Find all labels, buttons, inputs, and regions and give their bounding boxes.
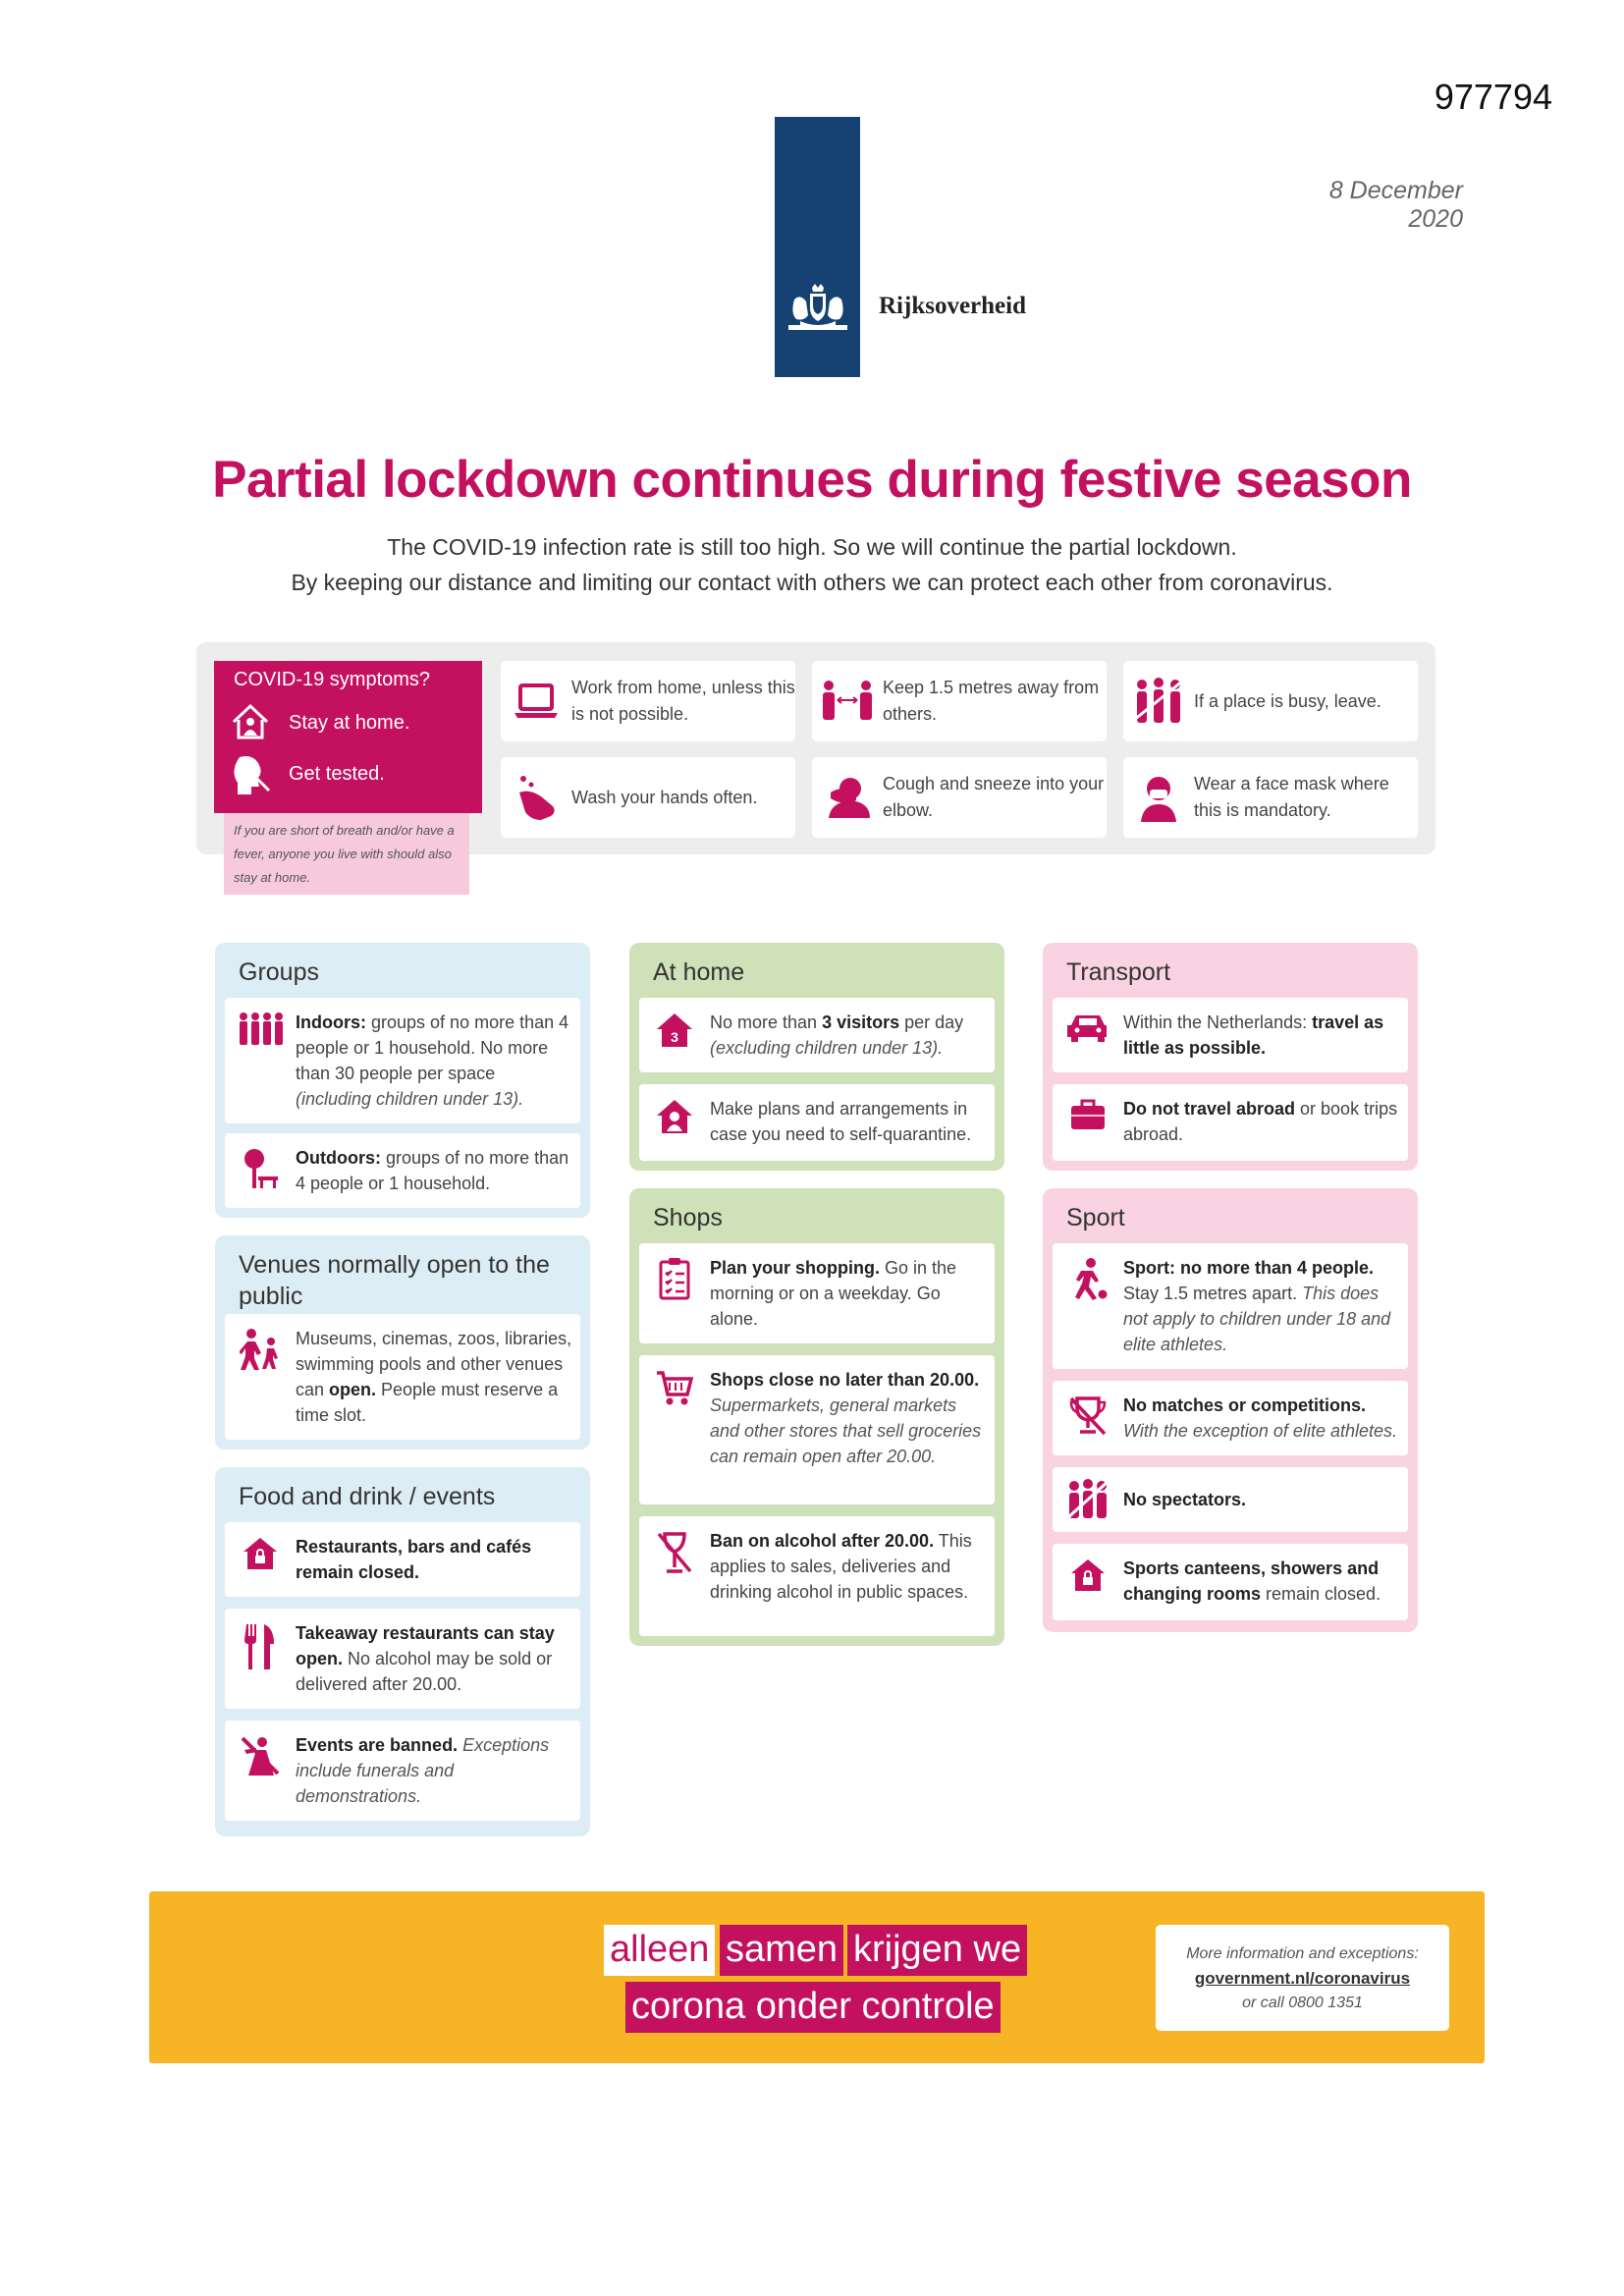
symptoms-box: [214, 661, 482, 813]
rule-busy-place: If a place is busy, leave.: [1123, 661, 1418, 741]
rule-work-from-home: Work from home, unless this is not possible.: [501, 661, 795, 741]
clipboard-icon: [658, 1257, 691, 1300]
list-item: Museums, cinemas, zoos, libraries, swimming pools and other venues can open. People must reserve a time slot.: [225, 1314, 580, 1440]
running-ball-icon: [1067, 1257, 1109, 1300]
section-title: Food and drink / events: [239, 1483, 496, 1510]
section-title: Shops: [653, 1204, 723, 1231]
face-mask-icon: [1137, 773, 1180, 822]
list-item: 3 No more than 3 visitors per day (excluding children under 13).: [639, 998, 995, 1072]
rule-keep-distance: Keep 1.5 metres away from others.: [812, 661, 1107, 741]
cart-icon: [655, 1369, 694, 1406]
no-alcohol-icon: [655, 1530, 694, 1575]
list-item: Sport: no more than 4 people. Stay 1.5 metres apart. This does not apply to children under 18 and elite athletes.: [1053, 1243, 1408, 1369]
list-item: Shops close no later than 20.00. Supermarkets, general markets and other stores that sell groceries can remain open after 20.00.: [639, 1355, 995, 1504]
list-item: No matches or competitions. With the exception of elite athletes.: [1053, 1381, 1408, 1455]
list-item: No spectators.: [1053, 1467, 1408, 1532]
wash-hands-icon: [514, 773, 559, 822]
document-id: 977794: [1434, 77, 1552, 117]
crowd-icon: [1132, 677, 1185, 726]
list-item: Within the Netherlands: travel as little as possible.: [1053, 998, 1408, 1072]
section-sport: [1043, 1188, 1418, 1632]
list-item: Do not travel abroad or book trips abroad.: [1053, 1084, 1408, 1161]
laptop-icon: [513, 682, 560, 721]
section-title: Groups: [239, 958, 319, 986]
tree-bench-icon: [241, 1147, 280, 1190]
house-person-icon: [230, 702, 271, 741]
symptoms-note: If you are short of breath and/or have a fever, anyone you live with should also stay at home.: [224, 813, 469, 895]
cutlery-icon: [244, 1622, 276, 1671]
section-food-drink: [215, 1467, 590, 1836]
slogan-word-krijgen-we: krijgen we: [847, 1925, 1027, 1976]
list-item: Restaurants, bars and cafés remain closed.: [225, 1522, 580, 1597]
more-info-box: [1156, 1925, 1449, 2031]
closed-house-icon: [242, 1536, 279, 1571]
get-tested-text: Get tested.: [289, 763, 385, 785]
rule-wash-hands: Wash your hands often.: [501, 757, 795, 838]
svg-text:3: 3: [671, 1029, 678, 1045]
list-item: Ban on alcohol after 20.00. This applies to sales, deliveries and drinking alcohol in public spaces.: [639, 1516, 995, 1636]
list-item: Indoors: groups of no more than 4 people or 1 household. No more than 30 people per space (including children under 13).: [225, 998, 580, 1123]
list-item: Events are banned. Exceptions include funerals and demonstrations.: [225, 1721, 580, 1821]
slogan-line-2: corona onder controle: [625, 1982, 1001, 2033]
list-item: Make plans and arrangements in case you need to self-quarantine.: [639, 1084, 995, 1161]
list-item: Takeaway restaurants can stay open. No alcohol may be sold or delivered after 20.00.: [225, 1609, 580, 1709]
section-title: Sport: [1066, 1204, 1125, 1231]
no-trophy-icon: [1067, 1394, 1109, 1436]
section-title: Venues normally open to the public: [239, 1251, 550, 1310]
closed-house-icon: [1069, 1558, 1107, 1593]
no-spectators-icon: [1065, 1479, 1110, 1520]
logo-text: Rijksoverheid: [879, 293, 1026, 319]
section-shops: [629, 1188, 1004, 1646]
phone-text: or call 0800 1351: [1242, 1995, 1363, 2011]
no-events-icon: [239, 1734, 282, 1777]
rule-cough-elbow: Cough and sneeze into your elbow.: [812, 757, 1107, 838]
section-at-home: [629, 943, 1004, 1171]
more-info-text: More information and exceptions:: [1186, 1945, 1419, 1962]
stay-at-home-text: Stay at home.: [289, 712, 410, 734]
section-venues: [215, 1235, 590, 1449]
symptoms-heading: COVID-19 symptoms?: [234, 669, 431, 690]
section-title: At home: [653, 958, 745, 986]
section-title: Transport: [1066, 958, 1171, 986]
group-people-icon: [237, 1011, 284, 1047]
coat-of-arms-icon: [783, 282, 853, 341]
date: 8 December 2020: [1328, 177, 1463, 233]
cough-elbow-icon: [823, 775, 872, 820]
house-3-icon: [655, 1011, 694, 1049]
section-transport: [1043, 943, 1418, 1171]
suitcase-icon: [1069, 1098, 1107, 1131]
rule-face-mask: Wear a face mask where this is mandatory.: [1123, 757, 1418, 838]
section-groups: [215, 943, 590, 1218]
car-icon: [1067, 1011, 1109, 1043]
page-title: Partial lockdown continues during festive season: [212, 451, 1412, 509]
list-item: Outdoors: groups of no more than 4 people or 1 household.: [225, 1133, 580, 1208]
list-item: Sports canteens, showers and changing rooms remain closed.: [1053, 1544, 1408, 1620]
distance-icon: [819, 679, 876, 724]
coronavirus-link[interactable]: government.nl/coronavirus: [1194, 1969, 1411, 1988]
intro-line-2: By keeping our distance and limiting our contact with others we can protect each other from coronavirus.: [291, 570, 1333, 595]
house-person-icon: [655, 1098, 694, 1135]
list-item: Plan your shopping. Go in the morning or on a weekday. Go alone.: [639, 1243, 995, 1343]
intro-line-1: The COVID-19 infection rate is still too high. So we will continue the partial lockdown.: [387, 534, 1237, 560]
test-swab-icon: [232, 753, 271, 796]
slogan-word-alleen: alleen: [604, 1925, 715, 1976]
walking-people-icon: [240, 1328, 281, 1371]
rijksoverheid-logo-bar: [775, 117, 860, 377]
slogan-word-samen: samen: [720, 1925, 843, 1976]
